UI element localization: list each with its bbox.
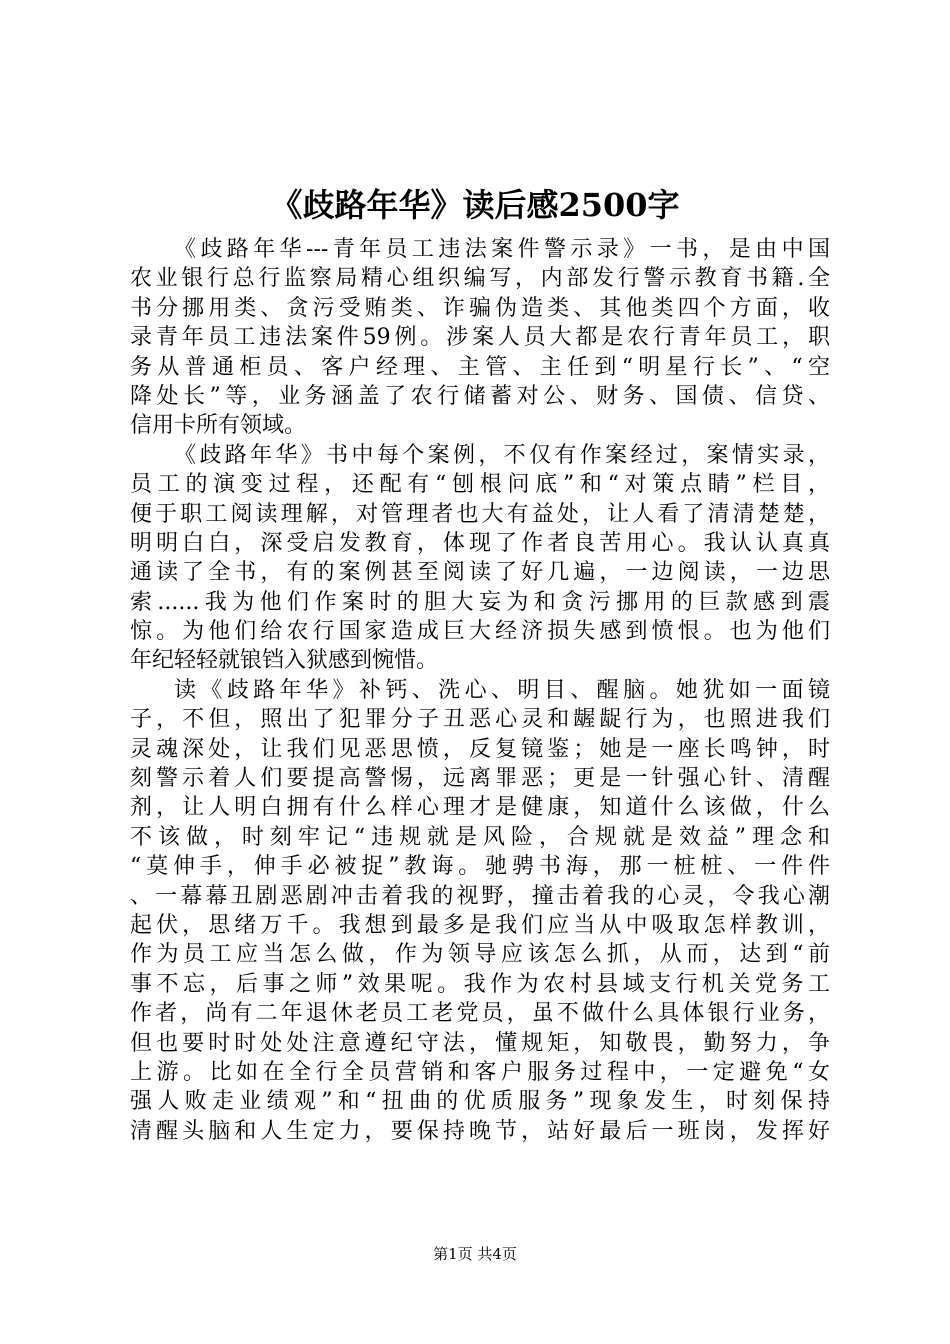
text-line: 通读了全书，有的案例甚至阅读了好几遍，一边阅读，一边思: [130, 560, 830, 586]
text-line: 务从普通柜员、客户经理、主管、主任到“明星行长”、“空: [130, 354, 830, 380]
text-line: 《歧路年华》书中每个案例，不仅有作案经过，案情实录，: [174, 442, 830, 468]
text-line: 农业银行总行监察局精心组织编写，内部发行警示教育书籍.全: [130, 266, 830, 292]
text-line: 书分挪用类、贪污受贿类、诈骗伪造类、其他类四个方面，收: [130, 295, 830, 321]
text-line: 信用卡所有领域。: [130, 413, 307, 439]
text-line: 惊。为他们给农行国家造成巨大经济损失感到愤恨。也为他们: [130, 619, 830, 645]
text-line: 不该做，时刻牢记“违规就是风险，合规就是效益”理念和: [130, 824, 830, 850]
text-line: 读《歧路年华》补钙、洗心、明目、醒脑。她犹如一面镜: [174, 677, 830, 703]
text-line: 作为员工应当怎么做，作为领导应该怎么抓，从而，达到“前: [130, 942, 830, 968]
text-line: 便于职工阅读理解，对管理者也大有益处，让人看了清清楚楚，: [130, 501, 830, 527]
page-title: 《歧路年华》读后感2500字: [270, 186, 680, 224]
text-line: 《歧路年华---青年员工违法案件警示录》一书，是由中国: [174, 237, 830, 262]
text-line: 年纪轻轻就锒铛入狱感到惋惜。: [130, 648, 439, 674]
text-line: 事不忘，后事之师”效果呢。我作为农村县域支行机关党务工: [130, 971, 830, 997]
text-line: 明明白白，深受启发教育，体现了作者良苦用心。我认认真真: [130, 530, 830, 556]
text-line: 清醒头脑和人生定力，要保持晚节，站好最后一班岗，发挥好: [130, 1118, 830, 1144]
text-line: 上游。比如在全行全员营销和客户服务过程中，一定避免“女: [130, 1059, 830, 1085]
page-number-footer: 第1页 共4页: [433, 1245, 517, 1263]
text-line: 起伏，思绪万千。我想到最多是我们应当从中吸取怎样教训，: [130, 912, 830, 938]
text-line: 、一幕幕丑剧恶剧冲击着我的视野，撞击着我的心灵，令我心潮: [130, 883, 830, 909]
text-line: 子，不但，照出了犯罪分子丑恶心灵和龌龊行为，也照进我们: [130, 707, 830, 733]
text-line: 员工的演变过程，还配有“刨根问底”和“对策点睛”栏目，: [130, 472, 830, 498]
text-line: 刻警示着人们要提高警惕，远离罪恶；更是一针强心针、清醒: [130, 766, 830, 792]
text-line: “莫伸手，伸手必被捉”教诲。驰骋书海，那一桩桩、一件件: [130, 854, 830, 880]
text-line: 作者，尚有二年退休老员工老党员，虽不做什么具体银行业务，: [130, 1001, 830, 1027]
article-body: [130, 235, 830, 1146]
text-line: 录青年员工违法案件59例。涉案人员大都是农行青年员工，职: [130, 325, 830, 351]
text-line: 剂，让人明白拥有什么样心理才是健康，知道什么该做，什么: [130, 795, 830, 821]
text-line: 但也要时时处处注意遵纪守法，懂规矩，知敬畏，勤努力，争: [130, 1030, 830, 1056]
text-line: 强人败走业绩观”和“扭曲的优质服务”现象发生，时刻保持: [130, 1089, 830, 1115]
text-line: 灵魂深处，让我们见恶思愤，反复镜鉴；她是一座长鸣钟，时: [130, 736, 830, 762]
text-line: 索......我为他们作案时的胆大妄为和贪污挪用的巨款感到震: [130, 589, 830, 615]
text-line: 降处长”等，业务涵盖了农行储蓄对公、财务、国债、信贷、: [130, 383, 830, 409]
